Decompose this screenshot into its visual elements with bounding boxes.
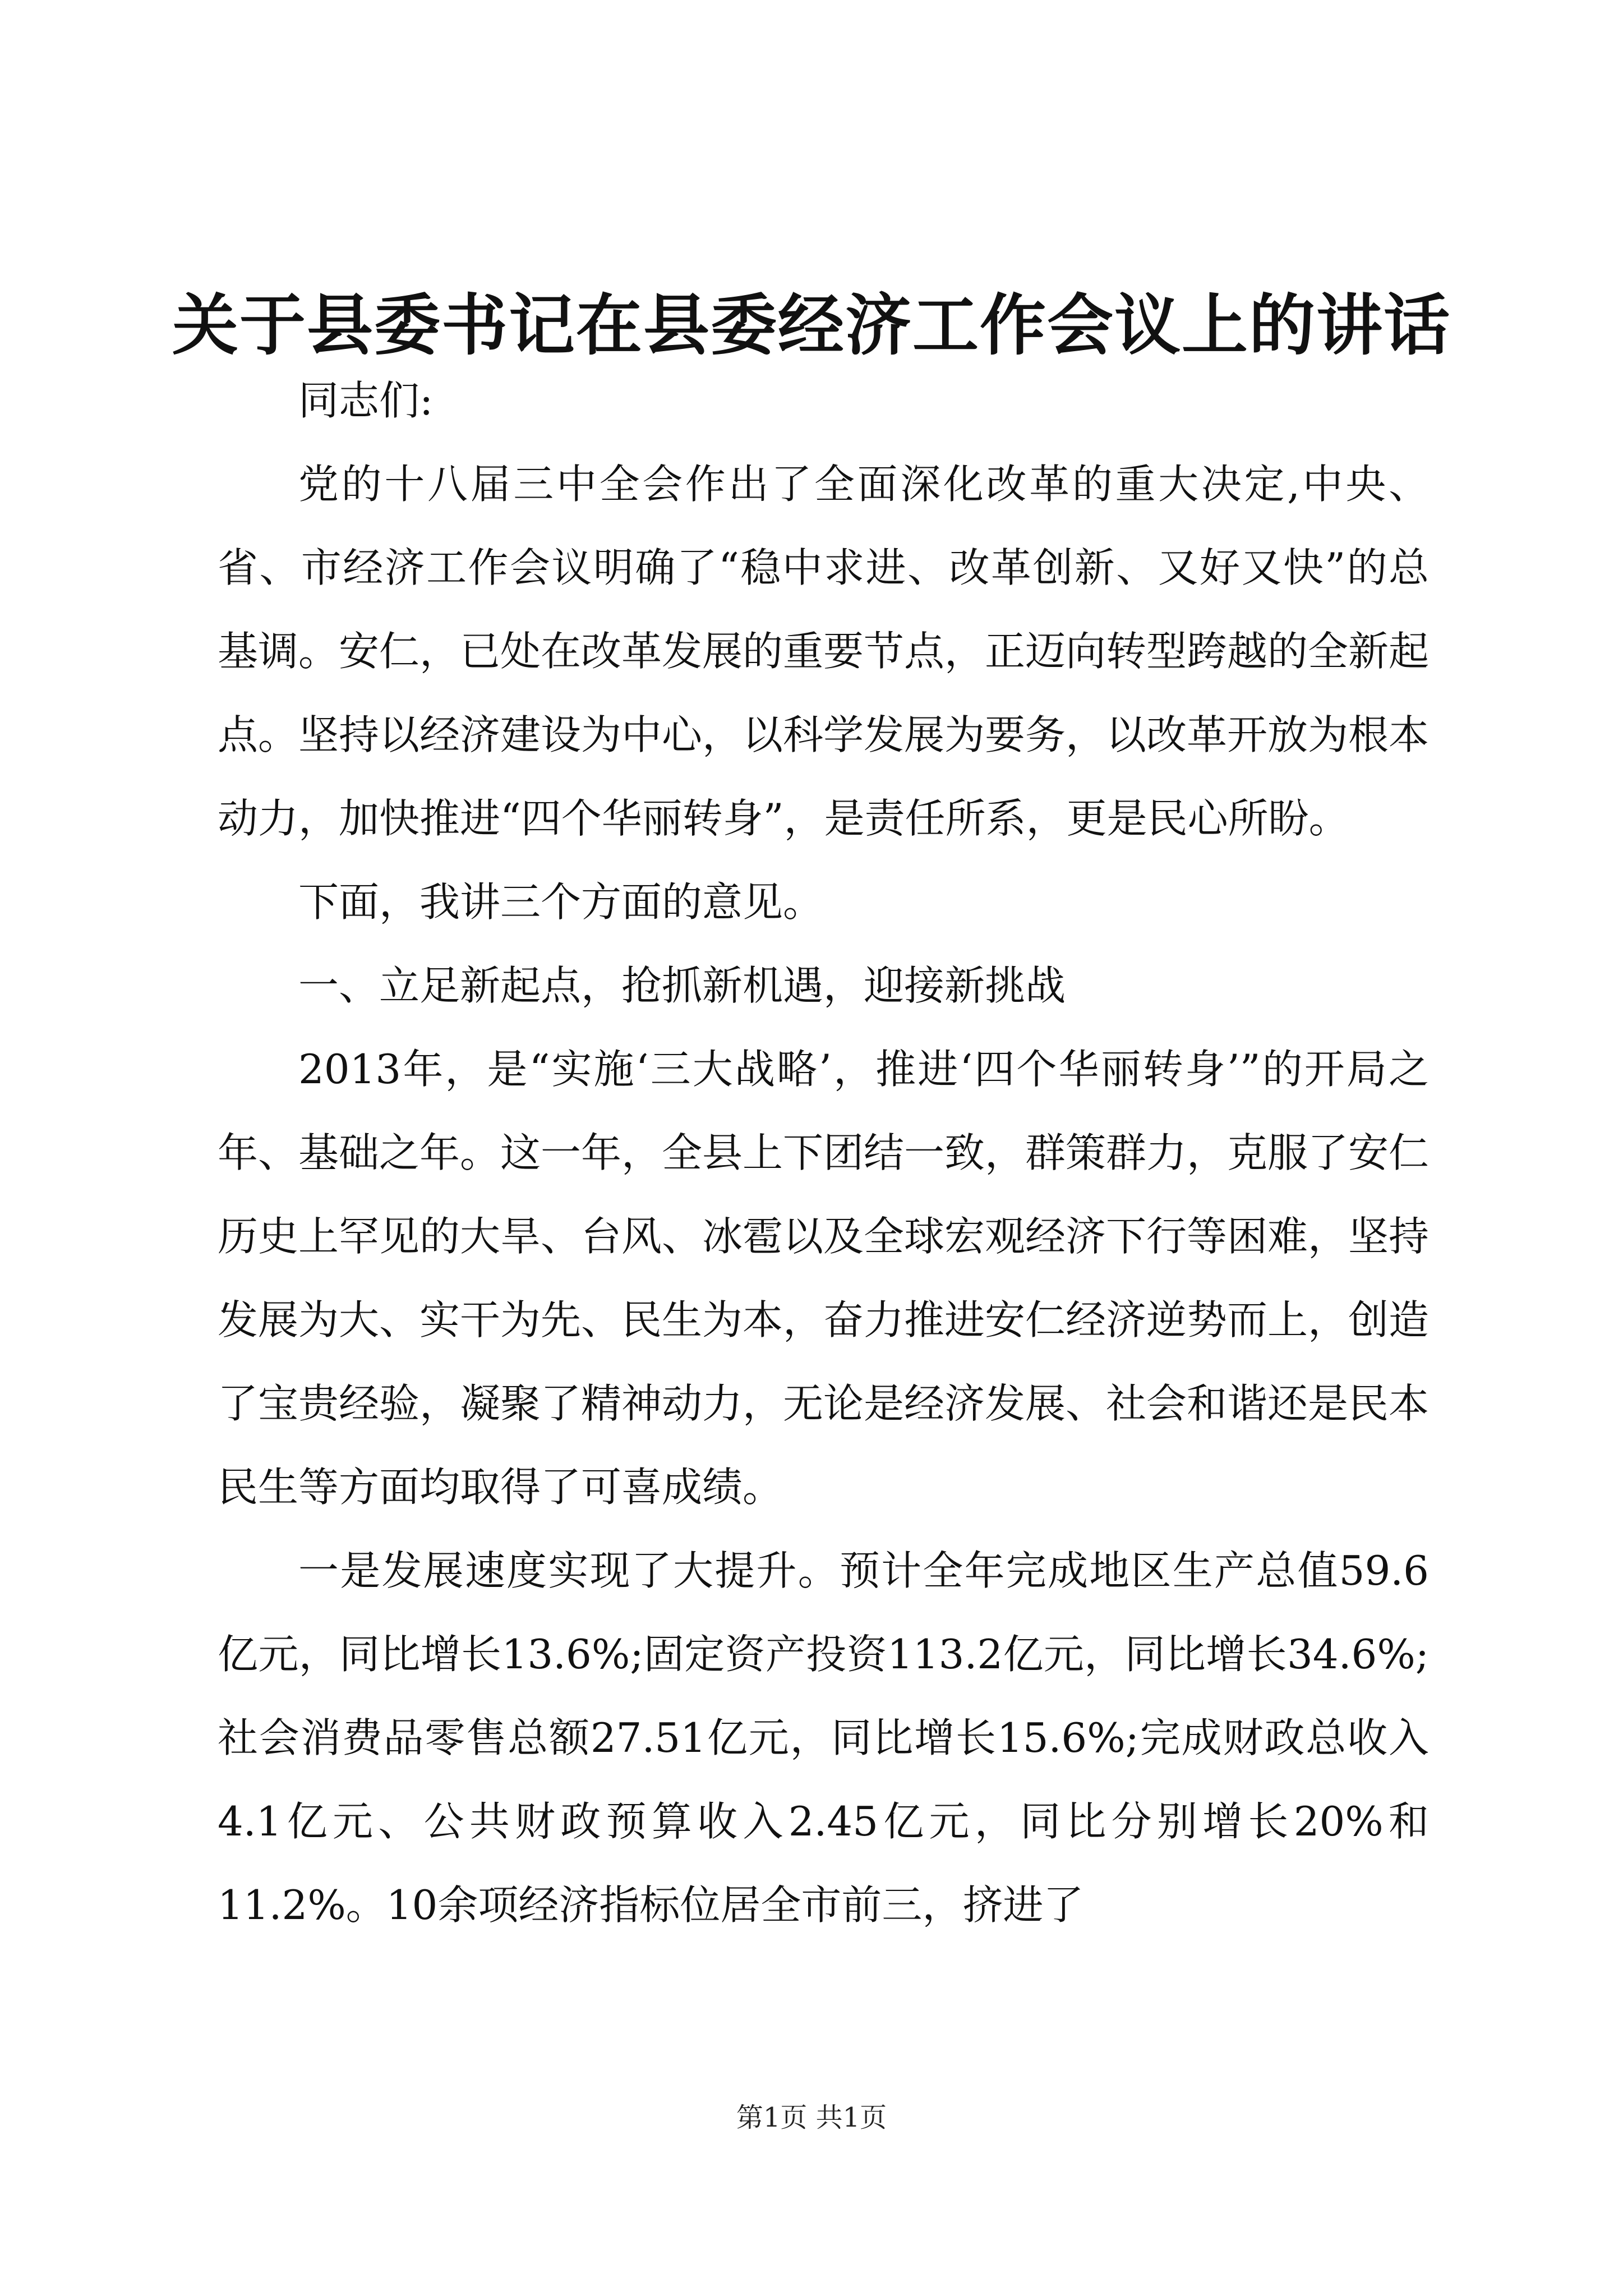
paragraph-growth-stats: 一是发展速度实现了大提升。预计全年完成地区生产总值59.6亿元，同比增长13.6%;固定资产投资113.2亿元，同比增长34.6%;社会消费品零售总额27.51亿元，同比增长15.6%;完成财政总收入4.1亿元、公共财政预算收入2.45亿元，同比分别增长20%和11.2%。10余项经济指标位居全市前三，挤进了 [218,1547,1429,1929]
paragraph-intro: 党的十八届三中全会作出了全面深化改革的重大决定,中央、省、市经济工作会议明确了“稳中求进、改革创新、又好又快”的总基调。安仁，已处在改革发展的重要节点，正迈向转型跨越的全新起点。坚持以经济建设为中心，以科学发展为要务，以改革开放为根本动力，加快推进“四个华丽转身”，是责任所系，更是民心所盼。 [218,461,1430,842]
document-body [218,359,1429,1947]
document-title: 关于县委书记在县委经济工作会议上的讲话 [172,286,1451,364]
section-heading-1: 一、立足新起点，抢抓新机遇，迎接新挑战 [298,962,1066,1009]
paragraph-greeting: 同志们: [298,377,434,424]
paragraph-2013-review: 2013年，是“实施‘三大战略’，推进‘四个华丽转身’”的开局之年、基础之年。这一年，全县上下团结一致，群策群力，克服了安仁历史上罕见的大旱、台风、冰雹以及全球宏观经济下行等困难，坚持发展为大、实干为先、民生为本，奋力推进安仁经济逆势而上，创造了宝贵经验，凝聚了精神动力，无论是经济发展、社会和谐还是民本民生等方面均取得了可喜成绩。 [218,1046,1430,1511]
paragraph-outline: 下面，我讲三个方面的意见。 [298,878,824,926]
page-footer: 第1页 共1页 [736,2102,887,2133]
